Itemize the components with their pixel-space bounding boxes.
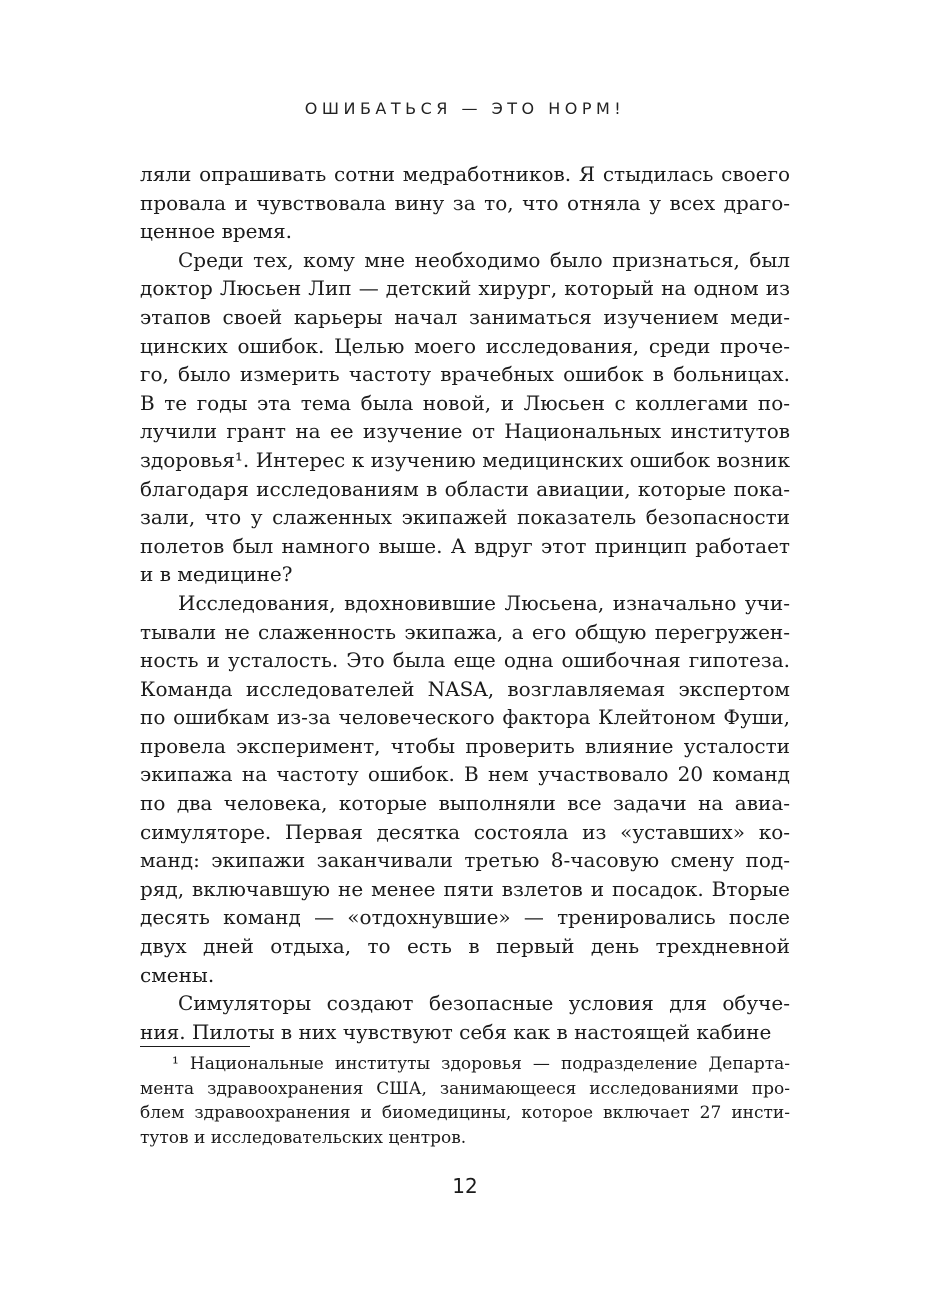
text-line: ность и усталость. Это была еще одна ошибочная гипотеза. — [140, 648, 790, 673]
text-line: провала и чувствовала вину за то, что отняла у всех драго- — [140, 190, 790, 215]
text-line: полетов был намного выше. А вдруг этот принцип работает — [140, 533, 790, 558]
text-line: десять команд — «отдохнувшие» — тренировались после — [140, 905, 790, 930]
text-line: цинских ошибок. Целью моего исследования, среди проче- — [140, 333, 790, 358]
text-line: ценное время. — [140, 219, 293, 244]
running-header: ОШИБАТЬСЯ — ЭТО НОРМ! — [304, 99, 626, 118]
footnote — [140, 1052, 790, 1150]
text-line: по ошибкам из-за человеческого фактора Клейтоном Фуши, — [140, 705, 790, 730]
footnote-line: тутов и исследовательских центров. — [140, 1127, 467, 1148]
text-line: Симуляторы создают безопасные условия для обуче- — [178, 991, 790, 1016]
body-text — [140, 160, 790, 1046]
paragraph — [140, 160, 790, 246]
text-line: двух дней отдыха, то есть в первый день трехдневной смены. — [140, 934, 790, 987]
text-line: благодаря исследованиям в области авиации, которые пока- — [140, 476, 790, 501]
text-line: этапов своей карьеры начал заниматься изучением меди- — [140, 304, 790, 329]
footnote-divider — [140, 1046, 250, 1047]
text-line: провела эксперимент, чтобы проверить влияние усталости — [140, 733, 790, 758]
text-line: тывали не слаженность экипажа, а его общую перегружен- — [140, 619, 790, 644]
text-line: зали, что у слаженных экипажей показатель безопасности — [140, 505, 790, 530]
text-line: по два человека, которые выполняли все задачи на авиа- — [140, 791, 790, 816]
paragraph — [140, 989, 790, 1046]
footnote-line: мента здравоохранения США, занимающееся исследованиями про- — [140, 1078, 790, 1099]
page-number: 12 — [452, 1174, 478, 1198]
footnote-line: ¹ Национальные институты здоровья — подразделение Департа- — [172, 1054, 790, 1074]
paragraph — [140, 589, 790, 989]
text-line: симуляторе. Первая десятка состояла из «уставших» ко- — [140, 819, 790, 844]
text-line: экипажа на частоту ошибок. В нем участвовало 20 команд — [140, 762, 790, 787]
text-line: ния. Пилоты в них чувствуют себя как в настоящей кабине — [140, 1019, 772, 1044]
text-line: Исследования, вдохновившие Люсьена, изначально учи- — [178, 590, 790, 615]
text-line: Среди тех, кому мне необходимо было признаться, был — [178, 247, 790, 272]
text-line: ляли опрашивать сотни медработников. Я стыдилась своего — [140, 162, 790, 186]
text-line: манд: экипажи заканчивали третью 8-часовую смену под- — [140, 848, 790, 873]
text-line: го, было измерить частоту врачебных ошибок в больницах. — [140, 362, 790, 387]
text-line: ряд, включавшую не менее пяти взлетов и посадок. Вторые — [140, 876, 790, 901]
text-line: В те годы эта тема была новой, и Люсьен с коллегами по- — [140, 390, 790, 415]
text-line: здоровья¹. Интерес к изучению медицинских ошибок возник — [140, 447, 790, 472]
footnote-line: блем здравоохранения и биомедицины, которое включает 27 инсти- — [140, 1103, 790, 1124]
paragraph — [140, 246, 790, 589]
text-line: доктор Люсьен Лип — детский хирург, который на одном из — [140, 276, 790, 301]
text-line: Команда исследователей NASA, возглавляемая экспертом — [140, 676, 790, 701]
text-line: и в медицине? — [140, 562, 293, 587]
text-line: лучили грант на ее изучение от Национальных институтов — [140, 419, 790, 444]
